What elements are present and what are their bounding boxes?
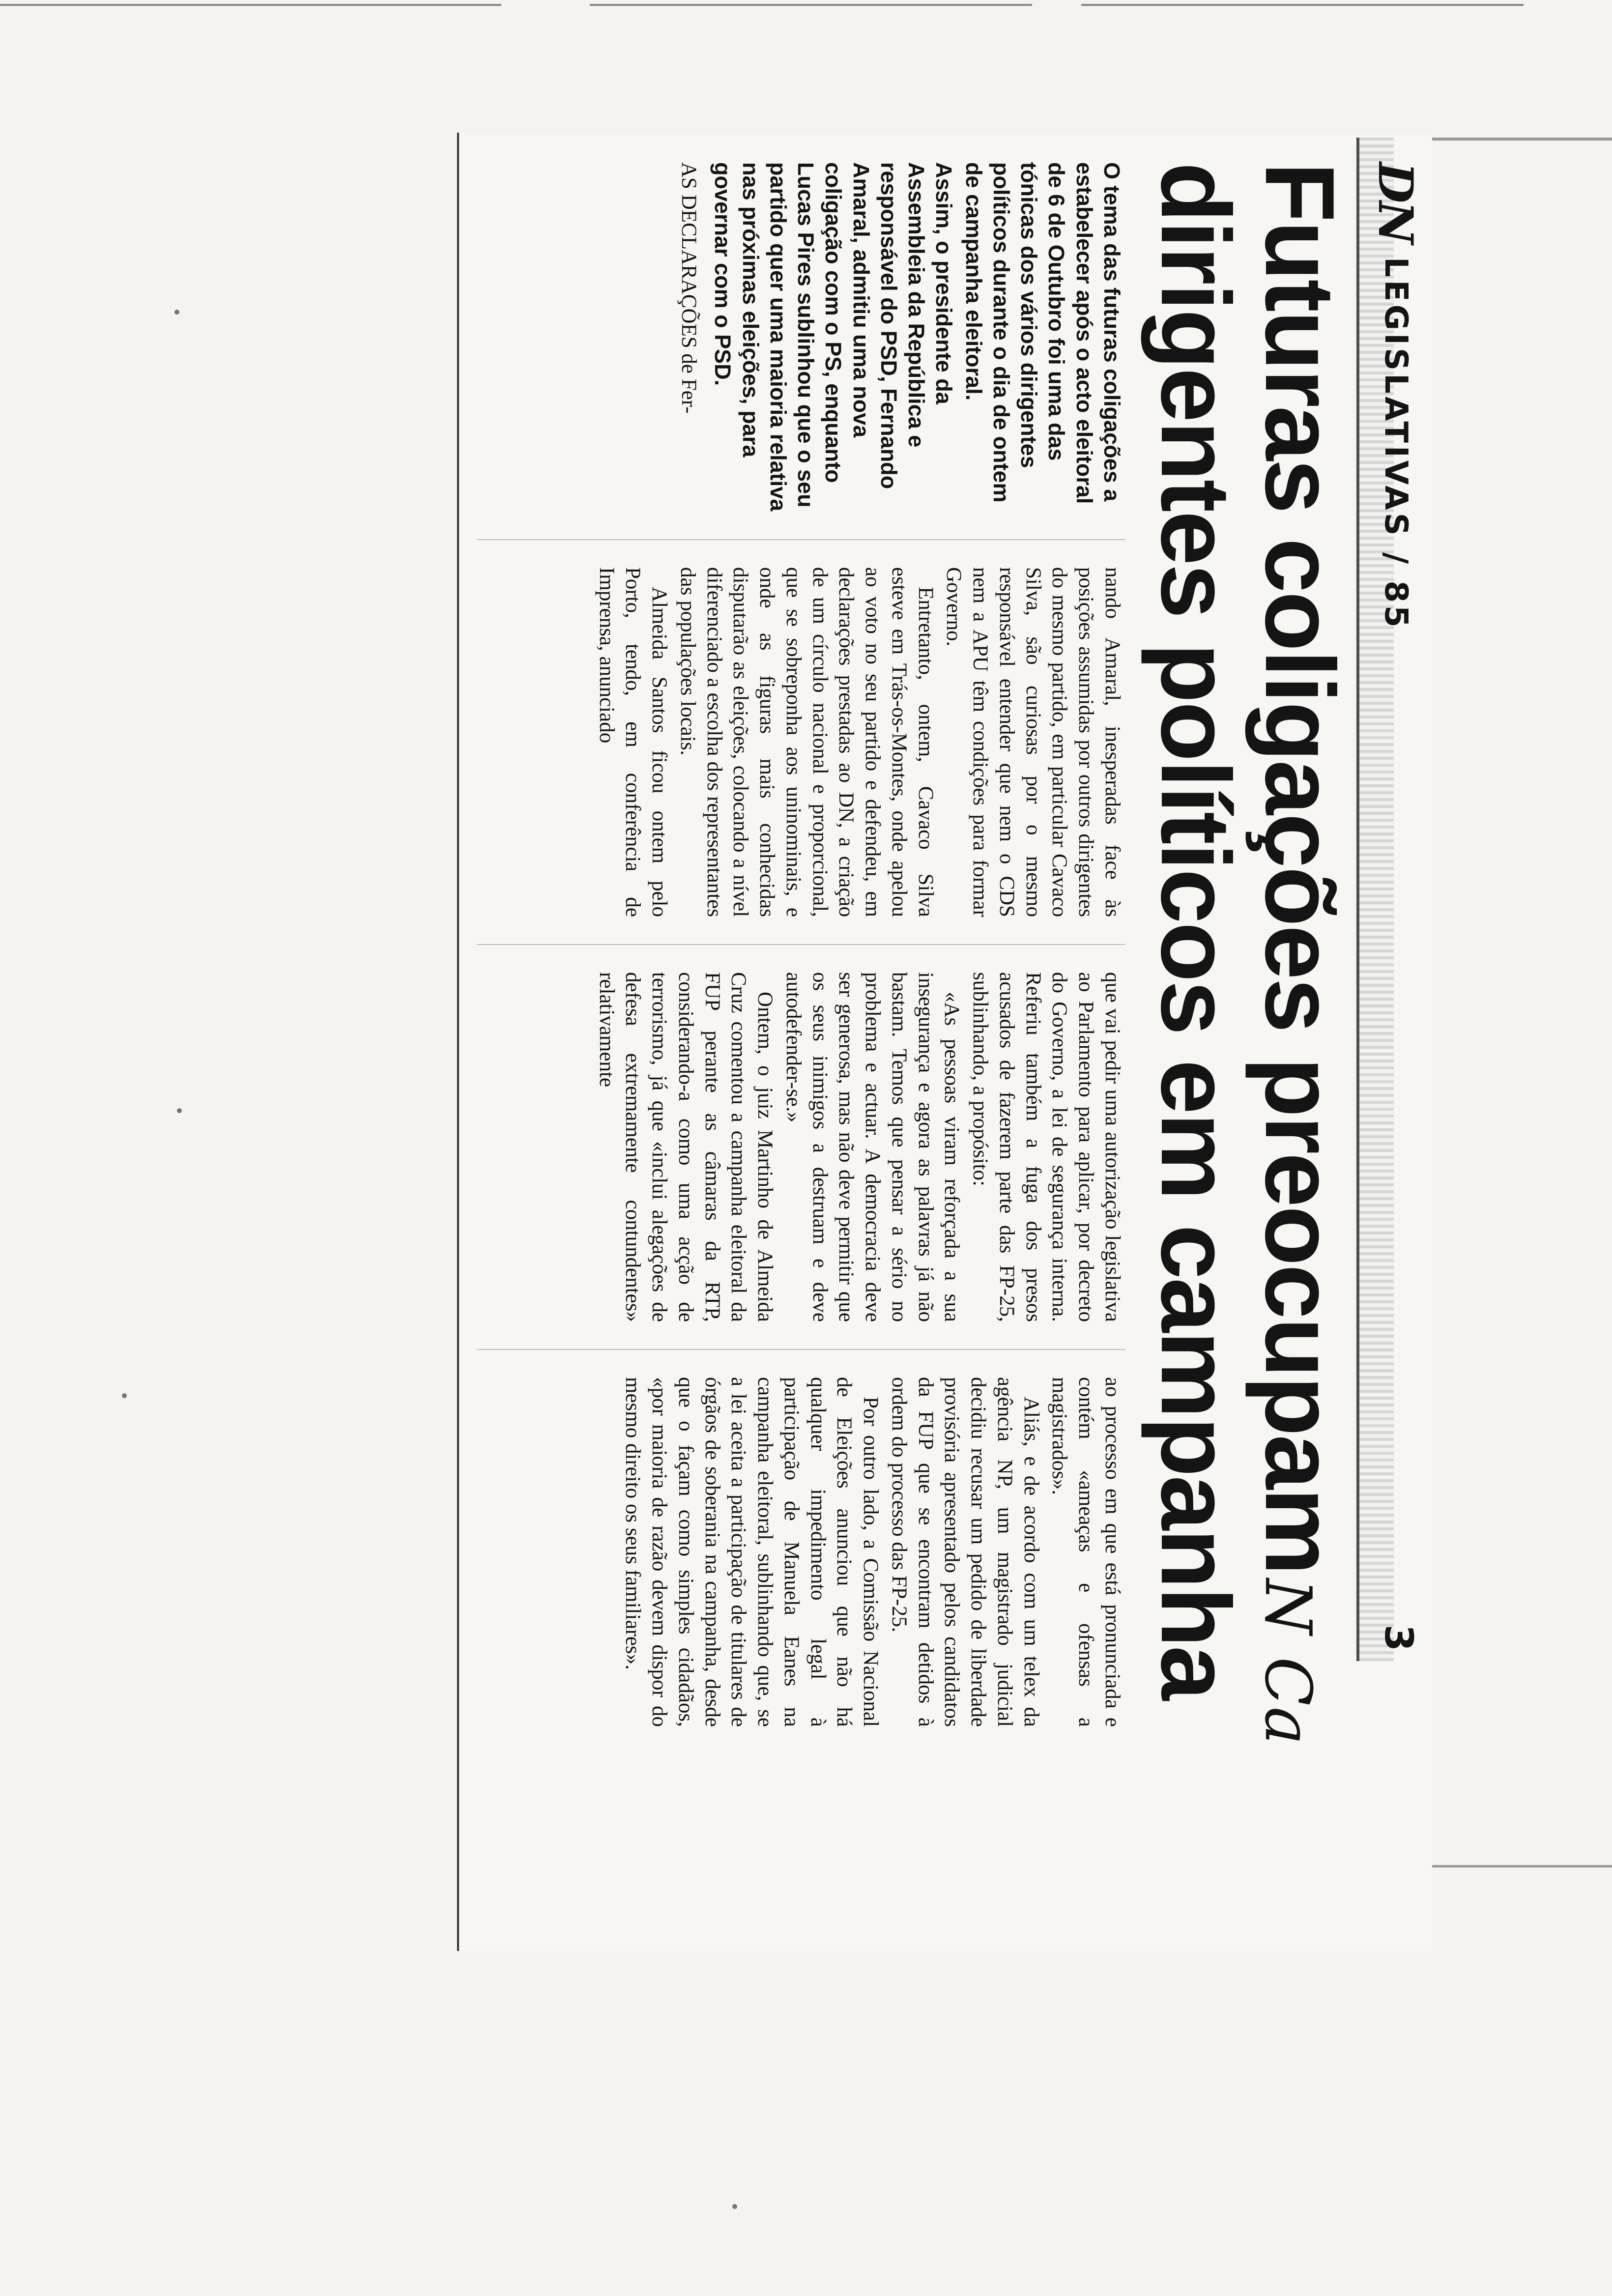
body-paragraph: nando Amaral, inesperadas face às posições assumidas por outros dirigentes do mesmo partido, em particular Cavaco Silva, são curiosas por o mesmo responsável entender que nem o CDS nem a APU têm condições para formar Governo. xyxy=(942,567,1124,917)
column-divider xyxy=(477,1349,1125,1350)
headline-line-1 xyxy=(1245,162,1354,1746)
headline-text-1: Futuras coligações preocupam xyxy=(1245,162,1354,1574)
scan-speck xyxy=(174,310,179,315)
body-paragraph: Ontem, o juiz Martinho de Almeida Cruz comentou a campanha eleitoral da FUP perante as câmaras da RTP, considerando-a como uma acção de terrorismo, já que «inclui alegações de defesa extremamente contundentes» relativamente xyxy=(595,972,777,1322)
article-body xyxy=(477,162,1125,1727)
body-paragraph: Almeida Santos ficou ontem pelo Porto, tendo, em conferência de Imprensa, anunciado xyxy=(595,567,671,917)
scan-edge-line-top xyxy=(0,4,501,6)
body-paragraph: Entretanto, ontem, Cavaco Silva esteve em Trás-os-Montes, onde apelou ao voto no seu partido e defendeu, em declarações prestadas ao DN, a criação de um círculo nacional e proporcional, que se sobreponha aos uninominais, e onde as figuras mais conhecidas disputarão as eleições, colocando a nível diferenciado a escolha dos representantes das populações locais. xyxy=(676,567,937,917)
body-paragraph: ao processo em que está pronunciada e contém «ameaças e ofensas a magistrados». xyxy=(1048,1377,1124,1727)
newspaper-logo: DN xyxy=(1368,162,1424,242)
column-divider xyxy=(477,539,1125,540)
lead-paragraph: O tema das futuras coligações a estabelecer após o acto eleitoral de 6 de Outubro foi uma das tónicas dos vários dirigentes políticos durante o dia de ontem de campanha eleitoral. xyxy=(961,162,1124,504)
column-divider xyxy=(477,944,1125,945)
section-title: LEGISLATIVAS / 85 xyxy=(1378,257,1414,631)
article-column-3 xyxy=(477,972,1125,1322)
headline-line-2: dirigentes políticos em campanha xyxy=(1141,162,1250,1699)
scan-speck xyxy=(732,2204,737,2209)
body-paragraph: «As pessoas viram reforçada a sua insegurança e agora as palavras já não bastam. Temos que pensar a sério no problema e actuar. A democracia deve ser generosa, mas não deve permitir que os seus inimigos a destruam e deve autodefender-se.» xyxy=(782,972,964,1322)
scan-edge-line-top xyxy=(1081,4,1524,6)
lead-paragraph: Assim, o presidente da Assembleia da República e responsável do PSD, Fernando Amaral, admitiu uma nova coligação com o PS, enquanto Lucas Pires sublinhou que o seu partido quer uma maioria relativa nas próximas eleições, para governar com o PSD. xyxy=(710,162,957,512)
body-paragraph: que vai pedir uma autorização legislativa ao Parlamento para aplicar, por decreto do Governo, a lei de segurança interna. Referiu também a fuga dos presos acusados de fazerem parte das FP-25, sublinhando, a propósito: xyxy=(969,972,1124,1322)
printed-article xyxy=(467,162,1425,1746)
body-paragraph: AS DECLARAÇÕES de Fer- xyxy=(677,162,701,414)
article-column-1 xyxy=(477,162,1125,512)
headline xyxy=(1141,162,1354,1746)
body-paragraph: Aliás, e de acordo com um telex da agência NP, um magistrado judicial decidiu recusar um pedido de liberdade provisória apresentado pelos candidatos da FUP que se encontram detidos à ordem do processo das FP-25. xyxy=(888,1377,1043,1727)
scan-edge-line-top xyxy=(590,4,1032,6)
body-paragraph: Por outro lado, a Comissão Nacional de Eleições anunciou que não há qualquer impedimento legal à participação de Manuela Eanes na campanha eleitoral, sublinhando que, se a lei aceita a participação de titulares de órgãos de soberania na campanha, desde que o façam como simples cidadãos, «por maioria de razão devem dispor do mesmo direito os seus familiares». xyxy=(621,1377,883,1727)
scan-speck xyxy=(177,1108,182,1113)
scan-speck xyxy=(122,1393,127,1398)
page-number: 3 xyxy=(1376,1624,1420,1651)
article-column-2 xyxy=(477,567,1125,917)
article-column-4 xyxy=(477,1377,1125,1727)
masthead xyxy=(1366,162,1425,1661)
handwritten-annotation: N Ca xyxy=(1251,1578,1325,1746)
